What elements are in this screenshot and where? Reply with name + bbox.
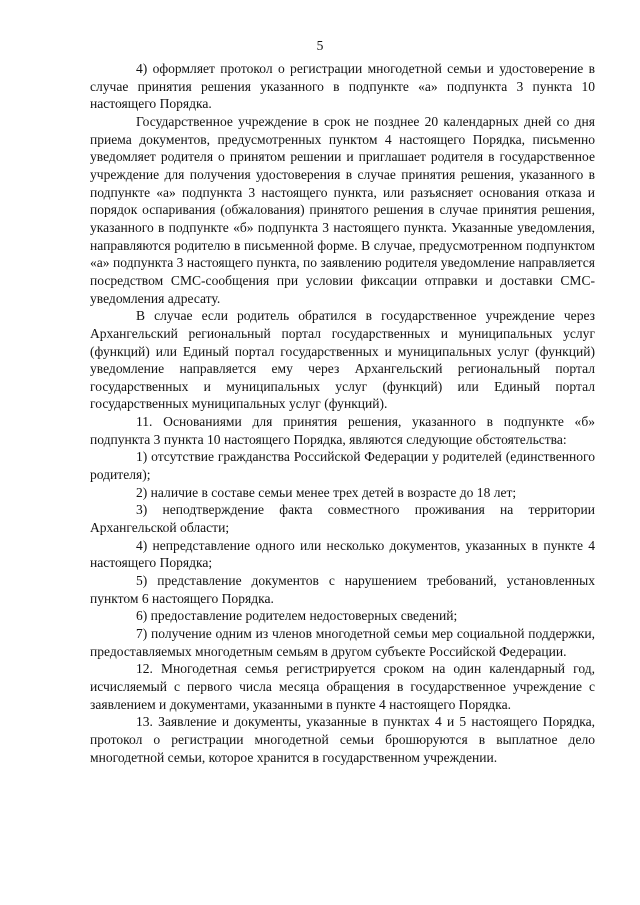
paragraph-clause-11: 11. Основаниями для принятия решения, указанного в подпункте «б» подпункта 3 пункта 10 настоящего Порядка, являются следующие обстоятельства: (90, 414, 595, 447)
paragraph-clause-13: 13. Заявление и документы, указанные в пунктах 4 и 5 настоящего Порядка, протокол о регистрации многодетной семьи брошюруются в выплатное дело многодетной семьи, которое хранится в государственном учреждении. (90, 714, 595, 765)
paragraph-item-4-protocol: 4) оформляет протокол о регистрации многодетной семьи и удостоверение в случае принятия решения указанного в подпункте «а» подпункта 3 пункта 10 настоящего Порядка. (90, 61, 595, 112)
paragraph-portal-notification: В случае если родитель обратился в государственное учреждение через Архангельский региональный портал государственных и муниципальных услуг (функций) или Единый портал государственных и муниципальных услуг (функций) уведомление направляется ему через Архангельский региональный портал государственных и муниципальных услуг (функций) или Единый портал государственных муниципальных услуг (функций). (90, 308, 595, 412)
list-item-refusal-2: 2) наличие в составе семьи менее трех детей в возрасте до 18 лет; (136, 484, 517, 500)
list-item-refusal-5: 5) представление документов с нарушением требований, установленных пунктом 6 настоящего Порядка. (90, 573, 595, 606)
paragraph-clause-12: 12. Многодетная семья регистрируется сроком на один календарный год, исчисляемый с первого числа месяца обращения в государственное учреждение с заявлением и документами, указанными в пункте 4 настоящего Порядка. (90, 661, 595, 712)
list-item-refusal-6: 6) предоставление родителем недостоверных сведений; (136, 608, 458, 624)
document-body (90, 60, 595, 766)
list-item-refusal-4: 4) непредставление одного или несколько документов, указанных в пункте 4 настоящего Порядка; (90, 537, 595, 571)
paragraph-notification-deadline: Государственное учреждение в срок не позднее 20 календарных дней со дня приема документов, предусмотренных пунктом 4 настоящего Порядка, письменно уведомляет родителя о принятом решении и приглашает родителя в государственное учреждение для получения удостоверения в случае принятия решения, указанного в подпункте «а» подпункта 3 настоящего пункта, или разъясняет основания отказа и порядок оспаривания (обжалования) принятого решения в случае принятия решения, указанного в подпункте «б» подпункта 3 настоящего пункта. Указанные уведомления, направляются родителю в письменной форме. В случае, предусмотренном подпунктом «а» подпункта 3 настоящего пункта, по заявлению родителя уведомление направляется посредством СМС-сообщения при условии фиксации отправки и доставки СМС-уведомления адресату. (90, 113, 595, 306)
page-number: 5 (316, 38, 324, 53)
list-item-refusal-3: 3) неподтверждение факта совместного проживания на территории Архангельской области; (90, 502, 595, 536)
list-item-refusal-7: 7) получение одним из членов многодетной семьи мер социальной поддержки, предоставляемых многодетным семьям в другом субъекте Российской Федерации. (90, 626, 595, 659)
list-item-refusal-1: 1) отсутствие гражданства Российской Федерации у родителей (единственного родителя); (90, 449, 595, 483)
